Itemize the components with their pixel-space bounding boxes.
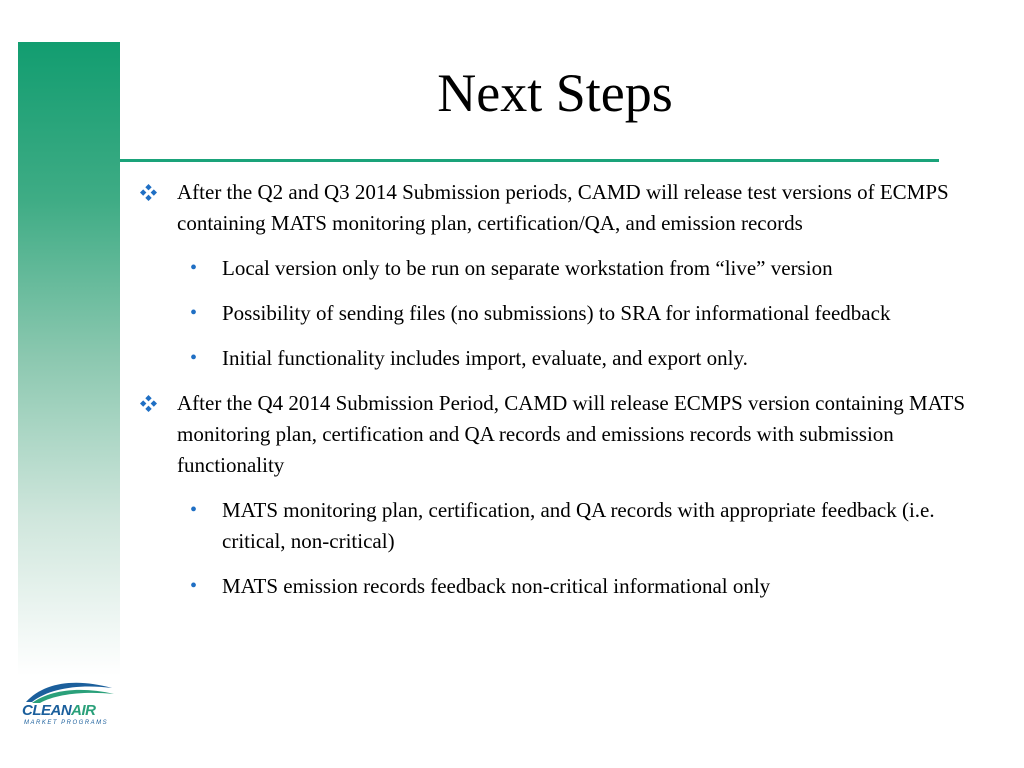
bullet-text: Local version only to be run on separate workstation from “live” version bbox=[222, 256, 833, 280]
bullet-level2 bbox=[185, 343, 990, 374]
slide-title: Next Steps bbox=[437, 63, 673, 123]
logo-word-air: AIR bbox=[71, 702, 96, 719]
bullet-level2 bbox=[185, 298, 990, 329]
diamond-bullet-icon bbox=[140, 395, 157, 412]
bullet-level2 bbox=[185, 571, 990, 602]
diamond-bullet-icon bbox=[140, 184, 157, 201]
title-divider bbox=[120, 159, 939, 162]
dot-bullet-icon: • bbox=[190, 347, 198, 369]
bullet-text: After the Q4 2014 Submission Period, CAMD will release ECMPS version containing MATS monitoring plan, certification and QA records and emissions records with submission functionality bbox=[177, 391, 966, 477]
logo-word-clean: CLEAN bbox=[22, 702, 72, 719]
dot-bullet-icon: • bbox=[190, 302, 198, 324]
bullet-text: Initial functionality includes import, evaluate, and export only. bbox=[222, 346, 748, 370]
bullet-text: MATS monitoring plan, certification, and QA records with appropriate feedback (i.e. critical, non-critical) bbox=[222, 498, 935, 553]
swoosh-icon bbox=[20, 676, 116, 704]
side-gradient-bar bbox=[18, 42, 120, 676]
dot-bullet-icon: • bbox=[190, 575, 198, 597]
logo-tagline: MARKET PROGRAMS bbox=[24, 720, 109, 726]
slide-content bbox=[140, 177, 990, 616]
dot-bullet-icon: • bbox=[190, 499, 198, 521]
logo-wordmark bbox=[22, 702, 96, 719]
bullet-level1 bbox=[140, 388, 990, 481]
bullet-text: MATS emission records feedback non-critical informational only bbox=[222, 574, 771, 598]
bullet-text: After the Q2 and Q3 2014 Submission periods, CAMD will release test versions of ECMPS containing MATS monitoring plan, certification/QA, and emission records bbox=[177, 180, 949, 235]
clean-air-logo bbox=[20, 676, 116, 732]
bullet-text: Possibility of sending files (no submissions) to SRA for informational feedback bbox=[222, 301, 891, 325]
bullet-level2 bbox=[185, 495, 990, 557]
bullet-level2 bbox=[185, 253, 990, 284]
dot-bullet-icon: • bbox=[190, 257, 198, 279]
bullet-level1 bbox=[140, 177, 990, 239]
